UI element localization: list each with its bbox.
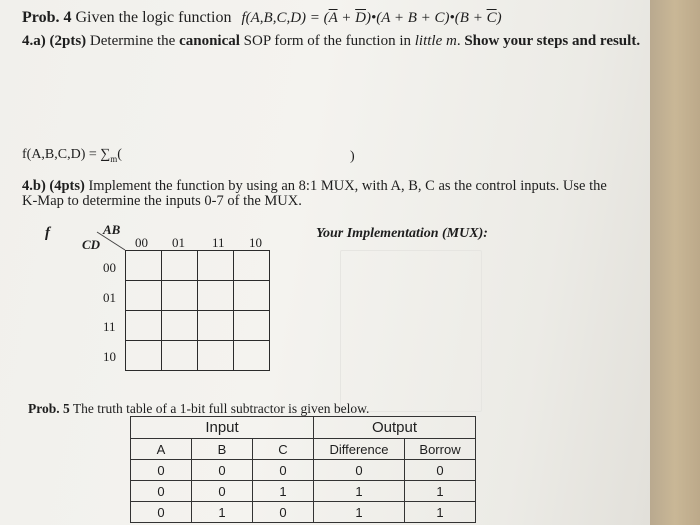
prob4a-little-m: little m	[414, 33, 457, 49]
kmap-cell[interactable]	[198, 311, 234, 341]
tt-cell: 0	[192, 481, 253, 502]
kmap-cell[interactable]	[162, 311, 198, 341]
kmap-col-00: 00	[135, 235, 148, 250]
sop-answer-line	[22, 147, 122, 164]
tt-cell: 1	[405, 502, 476, 523]
prob4a-canonical: canonical	[179, 33, 240, 49]
tt-col-borrow: Borrow	[405, 439, 476, 460]
kmap-col-10: 10	[249, 235, 262, 250]
func-a-bar: $\overline{A}$	[328, 10, 338, 26]
prob4b-text1: Implement the function by using an 8:1 MUX, with A, B, C as the control inputs. Use the	[84, 178, 607, 194]
tt-col-difference: Difference	[314, 439, 405, 460]
tt-cell: 0	[405, 460, 476, 481]
tt-row	[131, 502, 476, 523]
prob4-intro: Given the logic function	[75, 9, 232, 26]
sop-close-paren: )	[350, 149, 355, 164]
kmap-cell[interactable]	[198, 281, 234, 311]
kmap-cell[interactable]	[126, 281, 162, 311]
func-op: +	[337, 10, 356, 26]
tt-cell: 0	[131, 460, 192, 481]
kmap-cell[interactable]	[126, 311, 162, 341]
tt-input-header: Input	[131, 417, 314, 439]
tt-col-a: A	[131, 439, 192, 460]
kmap-cell[interactable]	[162, 341, 198, 371]
tt-row	[131, 481, 476, 502]
prob5-label: Prob. 5	[28, 401, 70, 416]
func-d-bar: $\overline{D}$	[355, 10, 367, 26]
tt-column-header-row	[131, 439, 476, 460]
tt-col-b: B	[192, 439, 253, 460]
tt-cell: 1	[314, 502, 405, 523]
desk-background	[650, 0, 700, 525]
tt-output-header: Output	[314, 417, 476, 439]
prob4a-text3: .	[456, 33, 465, 49]
kmap-grid-row	[126, 311, 270, 341]
func-c-bar: $\overline{C}$	[486, 10, 497, 26]
kmap-row-10: 10	[103, 349, 116, 364]
kmap-row-00: 00	[103, 260, 116, 275]
tt-group-header-row	[131, 417, 476, 439]
tt-cell: 0	[131, 502, 192, 523]
kmap-cell[interactable]	[234, 281, 270, 311]
func-lhs: f(A,B,C,D) = (	[241, 10, 329, 26]
tt-cell: 0	[253, 460, 314, 481]
kmap-cell[interactable]	[234, 341, 270, 371]
kmap-cell[interactable]	[234, 251, 270, 281]
tt-cell: 0	[253, 502, 314, 523]
kmap-cell[interactable]	[162, 281, 198, 311]
subtractor-truth-table	[130, 416, 476, 523]
logic-function	[241, 10, 501, 26]
prob4a-text1: Determine the	[86, 33, 180, 49]
kmap-function-label: f	[45, 225, 50, 241]
mux-answer-area[interactable]	[340, 250, 482, 412]
prob4-heading	[22, 9, 502, 27]
kmap-grid-row	[126, 341, 270, 371]
kmap-col-11: 11	[212, 235, 225, 250]
tt-cell: 1	[192, 502, 253, 523]
tt-row	[131, 460, 476, 481]
tt-cell: 0	[192, 460, 253, 481]
kmap-grid-row	[126, 251, 270, 281]
tt-cell: 1	[253, 481, 314, 502]
kmap-diagonal	[95, 230, 127, 252]
prob5-text: The truth table of a 1-bit full subtractor is given below.	[69, 401, 370, 416]
kmap-row-01: 01	[103, 290, 116, 305]
tt-cell: 1	[405, 481, 476, 502]
kmap-cell[interactable]	[234, 311, 270, 341]
prob4b-label: 4.b) (4pts)	[22, 178, 85, 194]
kmap-cell[interactable]	[126, 341, 162, 371]
kmap-cell[interactable]	[126, 251, 162, 281]
prob4a-text2: SOP form of the function in	[239, 33, 415, 49]
kmap-cell[interactable]	[162, 251, 198, 281]
kmap-cd-label: CD	[82, 237, 101, 252]
sop-lhs: f(A,B,C,D) = ∑	[22, 147, 111, 162]
kmap-cell[interactable]	[198, 341, 234, 371]
sop-sub-m: m	[110, 153, 118, 164]
kmap-col-01: 01	[172, 235, 185, 250]
tt-cell: 0	[131, 481, 192, 502]
tt-col-c: C	[253, 439, 314, 460]
prob4b-instruction-line2: K-Map to determine the inputs 0-7 of the MUX.	[22, 193, 302, 209]
kmap-grid-row	[126, 281, 270, 311]
func-end: )	[496, 10, 502, 26]
kmap-ab-label: AB	[103, 222, 121, 237]
sop-open-paren: (	[117, 147, 122, 162]
kmap-row-11: 11	[103, 319, 116, 334]
prob4a-label: 4.a) (2pts)	[22, 33, 87, 49]
tt-cell: 1	[314, 481, 405, 502]
kmap-grid	[125, 250, 270, 371]
prob4a-instruction	[22, 33, 640, 50]
prob5-heading	[28, 401, 369, 417]
prob4-label: Prob. 4	[22, 9, 72, 26]
mux-heading: Your Implementation (MUX):	[316, 226, 488, 241]
tt-cell: 0	[314, 460, 405, 481]
prob4a-show: Show your steps and result.	[464, 33, 641, 49]
func-mid: )•(A + B + C)•(B +	[366, 10, 487, 26]
kmap-cell[interactable]	[198, 251, 234, 281]
